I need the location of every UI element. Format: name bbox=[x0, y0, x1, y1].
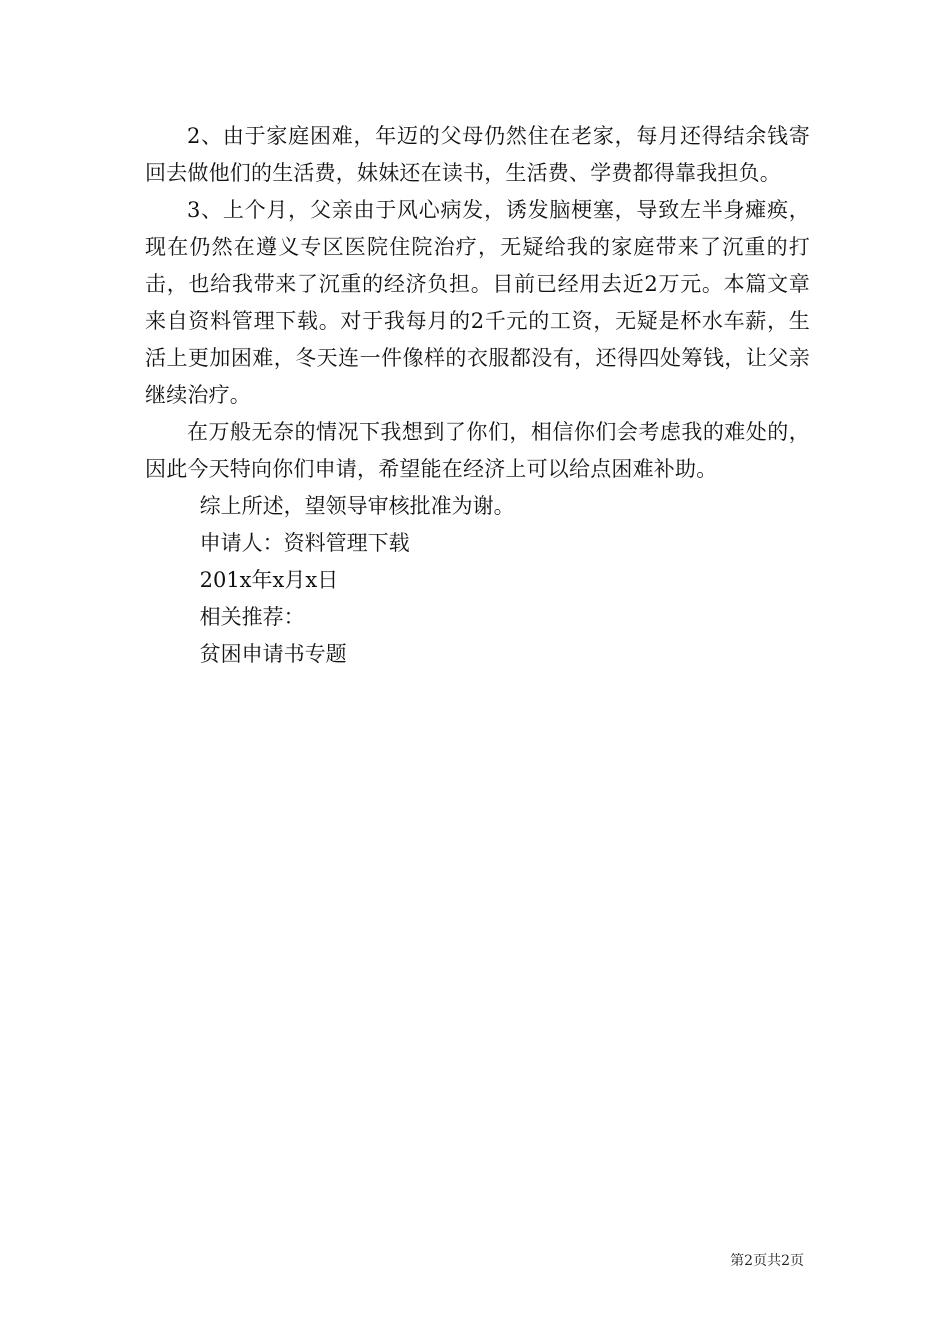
page-indicator: 第2页共2页 bbox=[730, 1253, 804, 1269]
paragraph-family-hardship: 2、由于家庭困难，年迈的父母仍然住在老家，每月还得结余钱寄回去做他们的生活费，妹妹还在读书，生活费、学费都得靠我担负。 bbox=[145, 124, 810, 185]
date-line: 201x年x月x日 bbox=[199, 568, 339, 592]
closing-summary: 综上所述，望领导审核批准为谢。 bbox=[199, 494, 515, 518]
document-body bbox=[145, 118, 810, 673]
paragraph-request: 在万般无奈的情况下我想到了你们，相信你们会考虑我的难处的，因此今天特向你们申请，希望能在经济上可以给点困难补助。 bbox=[145, 420, 810, 481]
applicant-line: 申请人：资料管理下载 bbox=[199, 531, 410, 555]
related-topic-link: 贫困申请书专题 bbox=[199, 642, 347, 666]
paragraph-father-illness: 3、上个月，父亲由于风心病发，诱发脑梗塞，导致左半身瘫痪，现在仍然在遵义专区医院住院治疗，无疑给我的家庭带来了沉重的打击，也给我带来了沉重的经济负担。目前已经用去近2万元。本篇文章来自资料管理下载。对于我每月的2千元的工资，无疑是杯水车薪，生活上更加困难，冬天连一件像样的衣服都没有，还得四处筹钱，让父亲继续治疗。 bbox=[145, 198, 810, 407]
related-recommendations-label: 相关推荐： bbox=[199, 605, 305, 629]
